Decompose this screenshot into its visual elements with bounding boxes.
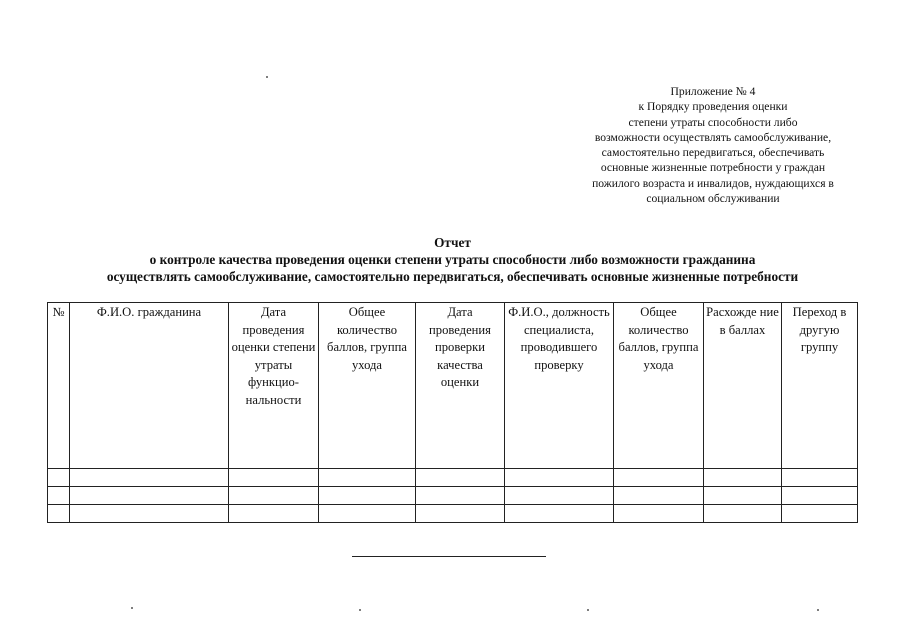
signature-line (352, 556, 546, 557)
report-subtitle-line: о контроле качества проведения оценки степени утраты способности либо возможности гражданина (149, 252, 756, 267)
column-header-number: № (48, 303, 70, 469)
scan-speck (359, 609, 361, 611)
table-cell (416, 469, 505, 487)
annex-line: основные жизненные потребности у граждан (600, 161, 826, 175)
column-header-rechecked-score: Общее количество баллов, группа ухода (614, 303, 704, 469)
annex-line: степени утраты способности либо (628, 115, 798, 129)
scan-speck (266, 76, 268, 78)
table-cell (48, 469, 70, 487)
annex-line: к Порядку проведения оценки (638, 100, 788, 114)
report-title-block (20, 234, 885, 285)
table-cell (319, 469, 416, 487)
scan-speck (817, 609, 819, 611)
table-cell (782, 469, 858, 487)
column-header-citizen-name: Ф.И.О. гражданина (70, 303, 229, 469)
annex-line: социальном обслуживании (646, 192, 780, 206)
table-cell (48, 487, 70, 505)
table-cell (505, 469, 614, 487)
table-cell (416, 505, 505, 523)
table-cell (614, 505, 704, 523)
column-header-score-difference: Расхожде ние в баллах (704, 303, 782, 469)
table-cell (505, 487, 614, 505)
annex-line: пожилого возраста и инвалидов, нуждающихся в (592, 176, 834, 190)
report-title: Отчет (434, 235, 471, 250)
table-cell (614, 487, 704, 505)
table-cell (704, 469, 782, 487)
table-cell (782, 487, 858, 505)
annex-line: Приложение № 4 (670, 85, 756, 98)
table-cell (614, 469, 704, 487)
table-cell (229, 487, 319, 505)
annex-line: самостоятельно передвигаться, обеспечивать (601, 146, 825, 160)
table-cell (782, 505, 858, 523)
table-cell (70, 487, 229, 505)
table-cell (319, 505, 416, 523)
report-table (47, 302, 858, 523)
table-cell (70, 469, 229, 487)
annex-line: возможности осуществлять самообслуживание, (594, 130, 832, 144)
annex-note (548, 84, 878, 206)
column-header-check-date: Дата проведения проверки качества оценки (416, 303, 505, 469)
report-subtitle-line: осуществлять самообслуживание, самостоятельно передвигаться, обеспечивать основные жизненные потребности (106, 269, 799, 284)
table-header-row (48, 303, 858, 469)
column-header-inspector: Ф.И.О., должность специалиста, проводившего проверку (505, 303, 614, 469)
table-cell (229, 469, 319, 487)
column-header-group-change: Переход в другую группу (782, 303, 858, 469)
table-row (48, 487, 858, 505)
table-row (48, 505, 858, 523)
table-row (48, 469, 858, 487)
table-cell (505, 505, 614, 523)
scan-speck (587, 609, 589, 611)
table-cell (70, 505, 229, 523)
column-header-assessment-date: Дата проведения оценки степени утраты функцио-нальности (229, 303, 319, 469)
table-cell (704, 487, 782, 505)
table-cell (229, 505, 319, 523)
scan-speck (131, 607, 133, 609)
column-header-total-score: Общее количество баллов, группа ухода (319, 303, 416, 469)
table-cell (416, 487, 505, 505)
table-cell (48, 505, 70, 523)
table-cell (704, 505, 782, 523)
table-cell (319, 487, 416, 505)
